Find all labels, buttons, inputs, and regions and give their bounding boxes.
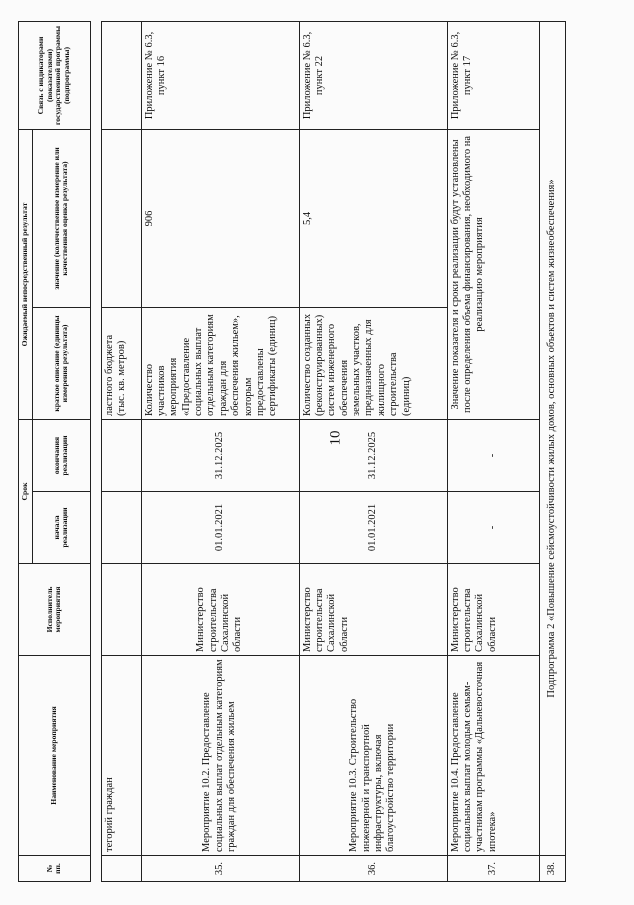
row-36-num: 36. bbox=[299, 856, 447, 882]
row-36-executor: Министерство строительства Сахалинской области bbox=[299, 564, 447, 656]
header-num: № пп. bbox=[19, 856, 91, 882]
table-row-35 bbox=[141, 21, 299, 881]
row-35-name: Мероприятие 10.2. Предоставление социальных выплат отдельным категориям граждан для обеспечения жильем bbox=[141, 656, 299, 856]
row-36-link: Приложение № 6.3, пункт 22 bbox=[299, 21, 447, 129]
table-row-36 bbox=[299, 21, 447, 881]
row-36-name: Мероприятие 10.3. Строительство инженерной и транспортной инфраструктуры, включая благоустройство территории bbox=[299, 656, 447, 856]
cont-num bbox=[101, 856, 141, 882]
cont-start bbox=[101, 492, 141, 564]
header-link: Связь с индикаторами (показателями) государственной программы (подпрограммы) bbox=[19, 21, 91, 129]
row-36-end: 31.12.2025 bbox=[299, 419, 447, 491]
row-37-name: Мероприятие 10.4. Предоставление социальных выплат молодым семьям-участникам программы «Дальневосточная ипотека» bbox=[447, 656, 539, 856]
cont-link bbox=[101, 21, 141, 129]
row-35-desc: Количество участников мероприятия «Предоставление социальных выплат отдельным категориям граждан для обеспечения жильем», которым предоставлены сертификаты (единиц) bbox=[141, 307, 299, 419]
header-result: Ожидаемый непосредственный результат bbox=[19, 129, 33, 419]
row-37-num: 37. bbox=[447, 856, 539, 882]
row-36-value: 5,4 bbox=[299, 129, 447, 307]
header-name: Наименование мероприятия bbox=[19, 656, 91, 856]
cont-end bbox=[101, 419, 141, 491]
header-executor: Исполнитель мероприятия bbox=[19, 564, 91, 656]
cont-exec bbox=[101, 564, 141, 656]
page-number: 10 bbox=[327, 430, 344, 446]
header-end: окончания реализации bbox=[32, 419, 90, 491]
row-38-num: 38. bbox=[539, 856, 565, 882]
row-37-start: - bbox=[447, 492, 539, 564]
row-37-executor: Министерство строительства Сахалинской области bbox=[447, 564, 539, 656]
row-38-subprogram-title: Подпрограмма 2 «Повышение сейсмоустойчивости жилых домов, основных объектов и систем жизнеобеспечения» bbox=[539, 21, 565, 855]
row-35-value: 906 bbox=[141, 129, 299, 307]
row-35-link: Приложение № 6.3, пункт 16 bbox=[141, 21, 299, 129]
row-36-desc: Количество созданных (реконструированных) систем инженерного обеспечения земельных участков, предназначенных для жилищного строительства (единиц) bbox=[299, 307, 447, 419]
row-35-executor: Министерство строительства Сахалинской области bbox=[141, 564, 299, 656]
header-value: значение (количественное измерение или качественная оценка результата) bbox=[32, 129, 90, 307]
header-start: начала реализации bbox=[32, 492, 90, 564]
row-37-result: Значение показателя и сроки реализации будут установлены после определения объема финансирования, необходимого на реализацию мероприятия bbox=[447, 129, 539, 419]
header-gap bbox=[90, 21, 101, 881]
measures-table bbox=[18, 21, 566, 882]
header-term: Срок bbox=[19, 419, 33, 563]
row-37-end: - bbox=[447, 419, 539, 491]
row-35-start: 01.01.2021 bbox=[141, 492, 299, 564]
cont-value bbox=[101, 129, 141, 307]
header-row-1 bbox=[19, 21, 33, 881]
table-row-38 bbox=[539, 21, 565, 881]
row-36-start: 01.01.2021 bbox=[299, 492, 447, 564]
row-37-link: Приложение № 6.3, пункт 17 bbox=[447, 21, 539, 129]
cont-name: тегорий граждан bbox=[101, 656, 141, 856]
row-35-num: 35. bbox=[141, 856, 299, 882]
table-row-37 bbox=[447, 21, 539, 881]
cont-desc: ластного бюджета (тыс. кв. метров) bbox=[101, 307, 141, 419]
continuation-row bbox=[101, 21, 141, 881]
header-short: краткое описание (единицы измерения результата) bbox=[32, 307, 90, 419]
rotated-table-page bbox=[18, 22, 622, 882]
row-35-end: 31.12.2025 bbox=[141, 419, 299, 491]
